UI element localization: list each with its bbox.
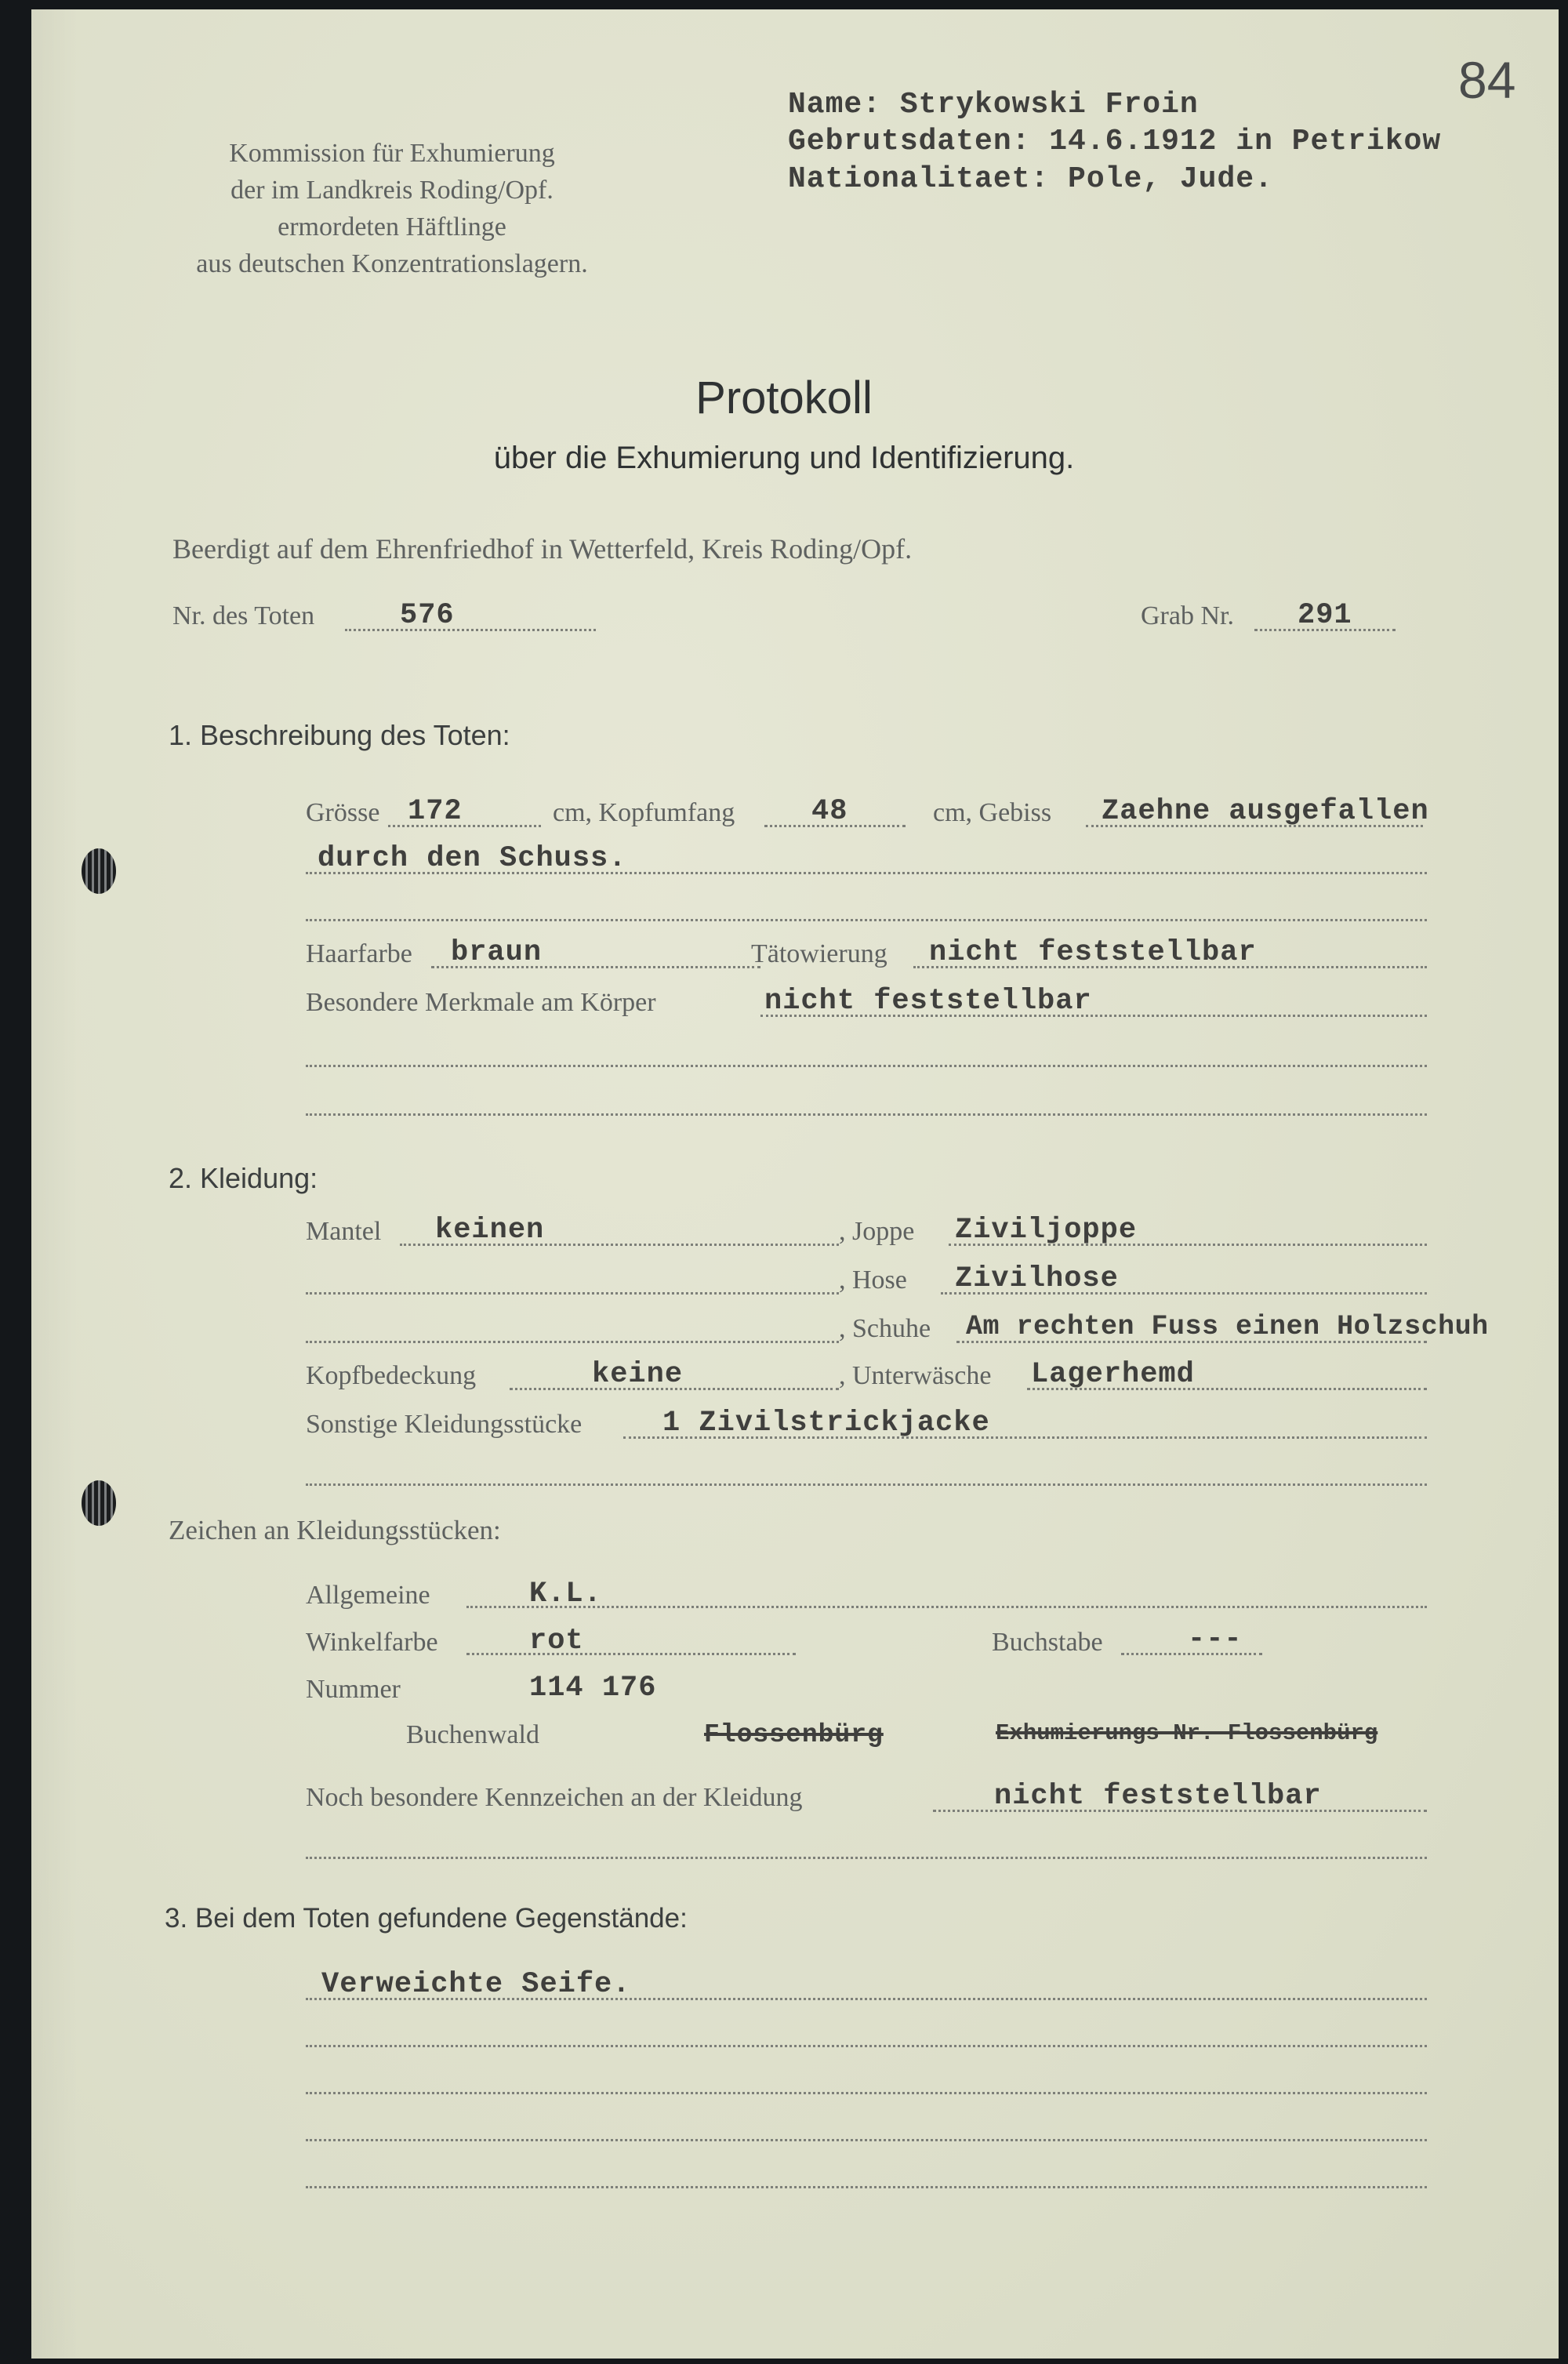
hair-label: Haarfarbe xyxy=(306,939,412,968)
commission-line: ermordeten Häftlinge xyxy=(278,212,506,241)
body-marks-value: nicht feststellbar xyxy=(764,985,1092,1018)
struck-camp-value: Flossenbürg xyxy=(704,1720,884,1749)
coat-label: Mantel xyxy=(306,1217,382,1246)
size-label: Grösse xyxy=(306,798,380,827)
other-clothing-value: 1 Zivilstrickjacke xyxy=(662,1407,990,1440)
general-label: Allgemeine xyxy=(306,1581,430,1610)
clothing-marks-heading: Zeichen an Kleidungsstücken: xyxy=(169,1515,501,1545)
punch-hole-bottom xyxy=(82,1480,116,1526)
special-marks-label: Noch besondere Kennzeichen an der Kleidung xyxy=(306,1783,803,1812)
hair-value: braun xyxy=(451,936,543,969)
number-label: Nummer xyxy=(306,1675,401,1704)
commission-line: Kommission für Exhumierung xyxy=(229,139,555,168)
trousers-label: , Hose xyxy=(839,1266,907,1295)
typed-birth: Gebrutsdaten: 14.6.1912 in Petrikow xyxy=(788,125,1442,158)
typed-nationality: Nationalitaet: Pole, Jude. xyxy=(788,162,1273,196)
grave-value: 291 xyxy=(1298,599,1352,632)
head-circumference-value: 48 xyxy=(811,795,848,828)
page-title: Protokoll xyxy=(695,372,873,423)
commission-line: der im Landkreis Roding/Opf. xyxy=(230,176,554,205)
other-clothing-label: Sonstige Kleidungsstücke xyxy=(306,1410,583,1439)
letter-value: --- xyxy=(1188,1623,1243,1656)
punch-hole-top xyxy=(82,848,116,894)
shoes-value: Am rechten Fuss einen Holzschuh xyxy=(966,1311,1489,1342)
body-marks-label: Besondere Merkmale am Körper xyxy=(306,988,656,1017)
dead-number-value: 576 xyxy=(400,599,455,632)
general-value: K.L. xyxy=(529,1578,602,1610)
section-3-heading: 3. Bei dem Toten gefundene Gegenstände: xyxy=(165,1903,688,1934)
jacket-label: , Joppe xyxy=(839,1217,915,1246)
commission-block xyxy=(188,135,596,282)
underwear-value: Lagerhemd xyxy=(1031,1358,1195,1391)
teeth-value: Zaehne ausgefallen xyxy=(1102,795,1429,828)
found-item-1: Verweichte Seife. xyxy=(321,1968,631,2001)
underwear-label: , Unterwäsche xyxy=(839,1361,992,1390)
number-value: 114 176 xyxy=(529,1672,657,1705)
section-1-heading: 1. Beschreibung des Toten: xyxy=(169,719,510,751)
coat-value: keinen xyxy=(435,1214,545,1247)
page-number: 84 xyxy=(1458,51,1516,109)
grave-label: Grab Nr. xyxy=(1141,601,1234,630)
headwear-label: Kopfbedeckung xyxy=(306,1361,477,1390)
shoes-label: , Schuhe xyxy=(839,1314,931,1343)
cm-teeth-label: cm, Gebiss xyxy=(933,798,1052,827)
jacket-value: Ziviljoppe xyxy=(955,1214,1138,1247)
burial-line: Beerdigt auf dem Ehrenfriedhof in Wetterfeld, Kreis Roding/Opf. xyxy=(172,533,913,565)
triangle-color-value: rot xyxy=(529,1625,584,1658)
tattoo-label: Tätowierung xyxy=(751,939,887,968)
tattoo-value: nicht feststellbar xyxy=(929,936,1257,969)
dead-number-label: Nr. des Toten xyxy=(172,601,315,630)
letter-label: Buchstabe xyxy=(992,1628,1103,1657)
headwear-value: keine xyxy=(592,1358,684,1391)
struck-exhumation-value: Exhumierungs-Nr. Flossenbürg xyxy=(996,1720,1378,1746)
commission-line: aus deutschen Konzentrationslagern. xyxy=(196,249,588,278)
triangle-color-label: Winkelfarbe xyxy=(306,1628,438,1657)
trousers-value: Zivilhose xyxy=(955,1262,1119,1295)
cm-headsize-label: cm, Kopfumfang xyxy=(553,798,735,827)
special-marks-value: nicht feststellbar xyxy=(994,1780,1322,1813)
camp-label: Buchenwald xyxy=(406,1720,539,1749)
section-2-heading: 2. Kleidung: xyxy=(169,1162,318,1194)
typed-name: Name: Strykowski Froin xyxy=(788,88,1199,122)
teeth-value-continued: durch den Schuss. xyxy=(318,842,627,875)
size-value: 172 xyxy=(408,795,463,828)
document-sheet xyxy=(31,9,1559,2359)
page-subtitle: über die Exhumierung und Identifizierung. xyxy=(493,441,1075,475)
